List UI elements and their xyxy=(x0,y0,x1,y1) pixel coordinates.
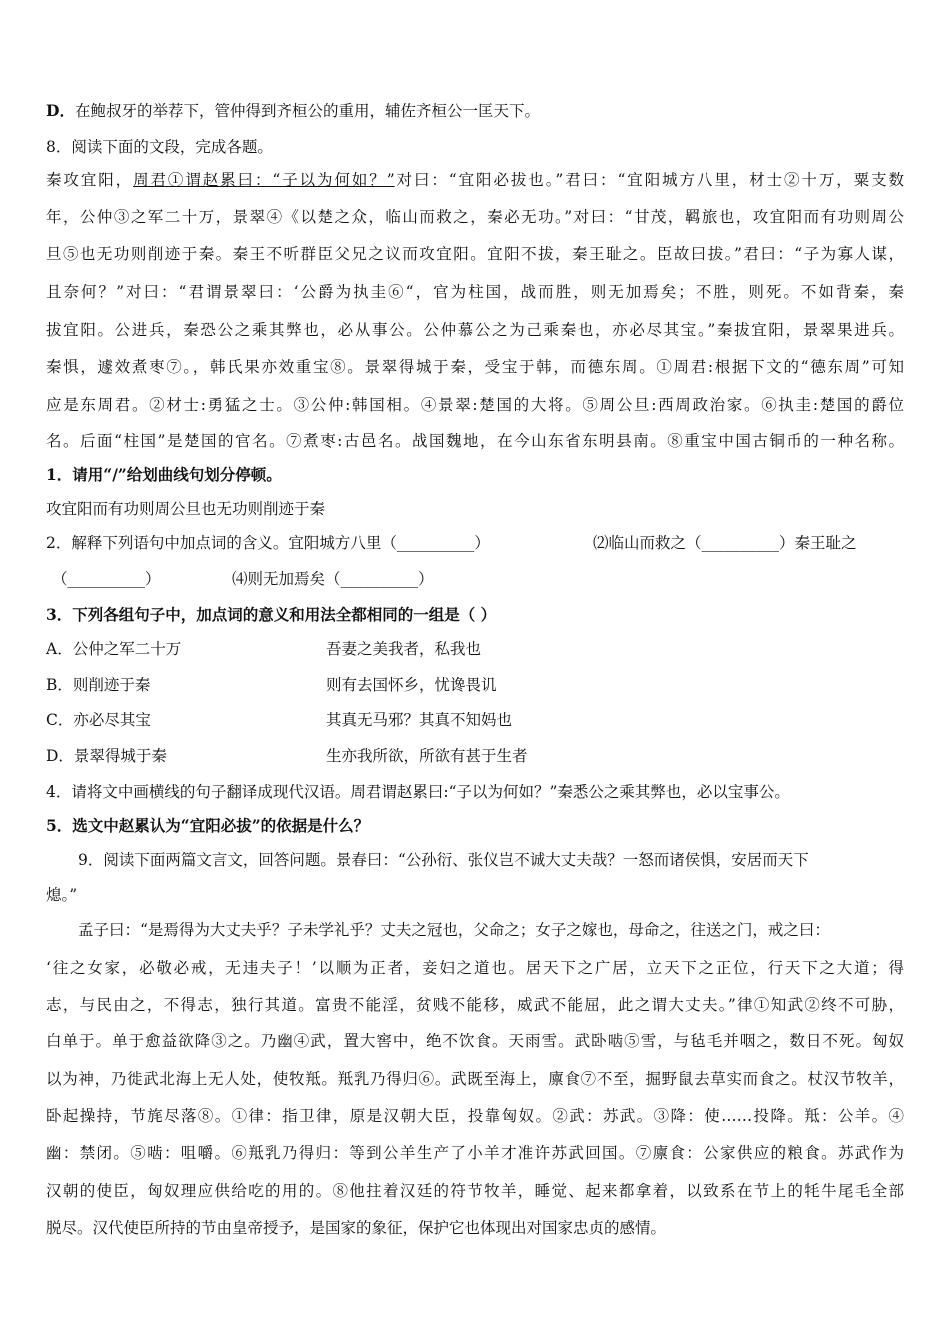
suwu-line-3: 卧起操持，节旄尽落⑧。①律：指卫律，原是汉朝大臣，投靠匈奴。②武：苏武。③降：使……投降。羝：公羊。④ xyxy=(46,1107,904,1125)
question-2-part-c: （__________） xyxy=(52,570,161,588)
option-label: D． xyxy=(46,101,75,120)
option-b-right: 则有去国怀乡，忧谗畏讥 xyxy=(326,676,497,694)
option-d-line xyxy=(46,101,540,121)
passage-line-6: 秦惧，遽效煮枣⑦。，韩氏果亦效重宝⑧。景翠得城于秦，受宝于韩，而德东周。①周君:根据下文的“德东周”可知 xyxy=(46,358,904,376)
option-d-right: 生亦我所欲，所欲有甚于生者 xyxy=(326,747,528,765)
suwu-line-2: 以为神，乃徙武北海上无人处，使牧羝。羝乳乃得归⑥。武既至海上，廪食⑦不至，掘野鼠去草实而食之。杖汉节牧羊， xyxy=(46,1070,904,1088)
option-a-right: 吾妻之美我者，私我也 xyxy=(326,640,482,658)
suwu-notes-line-3: 脱尽。汉代使臣所持的节由皇帝授予，是国家的象征，保护它也体现出对国家忠贞的感情。 xyxy=(46,1219,667,1237)
passage-line-4: 且奈何？”对曰：“君谓景翠曰：‘公爵为执圭⑥“，官为柱国，战而胜，则无加焉矣；不胜，则死。不如背秦，秦 xyxy=(46,283,904,301)
question-4: 4．请将文中画横线的句子翻译成现代汉语。周君谓赵累曰:“子以为何如？”秦悉公之乘其弊也，必以宝事公。 xyxy=(46,783,790,801)
option-text: 在鲍叔牙的举荐下，管仲得到齐桓公的重用，辅佐齐桓公一匡天下。 xyxy=(74,102,540,120)
option-c-right: 其真无马邪？其真不知妈也 xyxy=(326,711,513,729)
option-c-left: C．亦必尽其宝 xyxy=(46,711,151,729)
question-8-title: 8．阅读下面的文段，完成各题。 xyxy=(46,138,273,156)
question-9-line-1: 9．阅读下面两篇文言文，回答问题。景春曰：“公孙衍、张仪岂不诚大丈夫哉？一怒而诸侯惧，安居而天下 xyxy=(78,851,809,869)
passage-line-2: 年，公仲③之军二十万，景翠④《以楚之众，临山而救之，秦必无功。”对曰：“甘茂，羁旅也，攻宜阳而有功则周公 xyxy=(46,208,904,226)
option-b-left: B．则削迹于秦 xyxy=(46,676,151,694)
option-a-left: A．公仲之军二十万 xyxy=(46,640,182,658)
question-5: 5．选文中赵累认为“宜阳必拔”的依据是什么？ xyxy=(46,816,370,835)
mencius-line-1: 孟子曰：“是焉得为大丈夫乎？子未学礼乎？丈夫之冠也，父命之；女子之嫁也，母命之，往送之门，戒之曰： xyxy=(78,921,830,939)
option-d-left: D．景翠得城于秦 xyxy=(46,747,167,765)
question-3: 3．下列各组句子中，加点词的意义和用法全都相同的一组是（ ） xyxy=(46,605,497,624)
text-span: 对曰：“宜阳必拔也。”君曰：“宜阳城方八里，材士②十万，粟支数 xyxy=(394,171,904,189)
question-1: 1．请用“/”给划曲线句划分停顿。 xyxy=(46,465,282,484)
question-2-part-d: ⑷则无加焉矣（__________） xyxy=(232,570,434,588)
passage-line-8: 名。后面“柱国”是楚国的官名。⑦煮枣:古邑名。战国魏地，在今山东省东明县南。⑧重宝中国古铜币的一种名称。 xyxy=(46,432,904,450)
suwu-notes-line-1: 幽：禁闭。⑤啮：咀嚼。⑥羝乳乃得归：等到公羊生产了小羊才准许苏武回国。⑦廪食：公家供应的粮食。苏武作为 xyxy=(46,1144,904,1162)
question-9-line-2: 熄。” xyxy=(46,886,78,904)
passage-line-7: 应是东周君。②材士:勇猛之士。③公仲:韩国相。④景翠:楚国的大将。⑤周公旦:西周政治家。⑥执圭:楚国的爵位 xyxy=(46,396,904,414)
passage-line-1 xyxy=(46,170,904,192)
question-2-part-a: 2．解释下列语句中加点词的含义。宜阳城方八里（__________） xyxy=(46,534,490,552)
underlined-sentence: 周君①谓赵累曰：“子以为何如？” xyxy=(133,171,395,189)
mencius-line-3: 志，与民由之，不得志，独行其道。富贵不能淫，贫贱不能移，威武不能屈，此之谓大丈夫。”律①知武②终不可胁， xyxy=(46,996,904,1014)
passage-line-5: 拔宜阳。公进兵，秦恐公之乘其弊也，必从事公。公仲慕公之为己乘秦也，亦必尽其宝。”秦拔宜阳，景翠果进兵。 xyxy=(46,321,904,339)
question-2-part-b: ⑵临山而救之（__________）秦王耻之 xyxy=(593,534,857,552)
suwu-notes-line-2: 汉朝的使臣，匈奴理应供给吃的用的。⑧他拄着汉廷的符节牧羊，睡觉、起来都拿着，以致系在节上的牦牛尾毛全部 xyxy=(46,1182,904,1200)
suwu-line-1: 白单于。单于愈益欲降③之。乃幽④武，置大窖中，绝不饮食。天雨雪。武卧啮⑤雪，与毡毛并咽之，数日不死。匈奴 xyxy=(46,1032,904,1050)
mencius-line-2: ‘往之女家，必敬必戒，无违夫子！’以顺为正者，妾妇之道也。居天下之广居，立天下之正位，行天下之大道；得 xyxy=(46,959,904,977)
question-1-text: 攻宜阳而有功则周公旦也无功则削迹于秦 xyxy=(46,500,326,518)
passage-line-3: 旦⑤也无功则削迹于秦。秦王不听群臣父兄之议而攻宜阳。宜阳不拔，秦王耻之。臣故曰拔。”君曰：“子为寡人谋， xyxy=(46,245,904,263)
text-span: 秦攻宜阳， xyxy=(46,171,134,189)
